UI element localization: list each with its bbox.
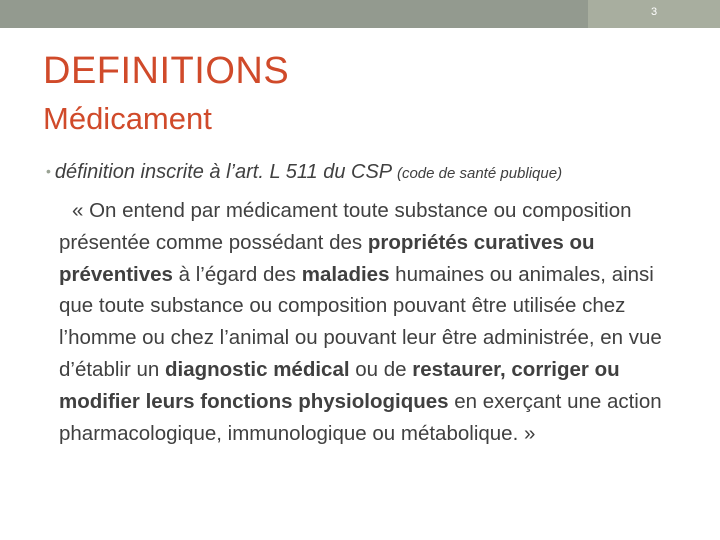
bullet-note: (code de santé publique)	[396, 165, 563, 182]
quote-bold: propriétés curatives ou préventives	[59, 230, 595, 286]
bullet-item	[46, 160, 562, 184]
bullet-text: définition inscrite à l’art. L 511 du CSP	[54, 161, 392, 183]
slide-title: DEFINITIONS	[43, 50, 290, 92]
bullet-dot-icon: •	[46, 163, 51, 179]
quote-bold: restaurer, corriger ou modifier leurs fonctions physiologiques	[59, 357, 620, 413]
slide-number-tab	[588, 0, 720, 28]
quote-text: humaines ou animales, ainsi que toute substance ou composition pouvant être utilisée chez l’homme ou chez l’animal ou pouvant leur être administrée, en vue d’établir un	[59, 262, 662, 381]
quote-bold: maladies	[301, 262, 390, 286]
slide-subtitle: Médicament	[43, 101, 212, 136]
quote-text: à l’égard des	[172, 262, 302, 286]
quote-text: ou de	[349, 357, 413, 381]
quote-bold: diagnostic médical	[164, 357, 350, 381]
quote-text: en exerçant une action pharmacologique, immunologique ou métabolique. »	[59, 389, 662, 445]
definition-quote	[59, 195, 684, 449]
quote-text: « On entend par médicament toute substance ou composition présentée comme possédant des	[59, 199, 632, 254]
slide-number: 3	[650, 6, 658, 18]
